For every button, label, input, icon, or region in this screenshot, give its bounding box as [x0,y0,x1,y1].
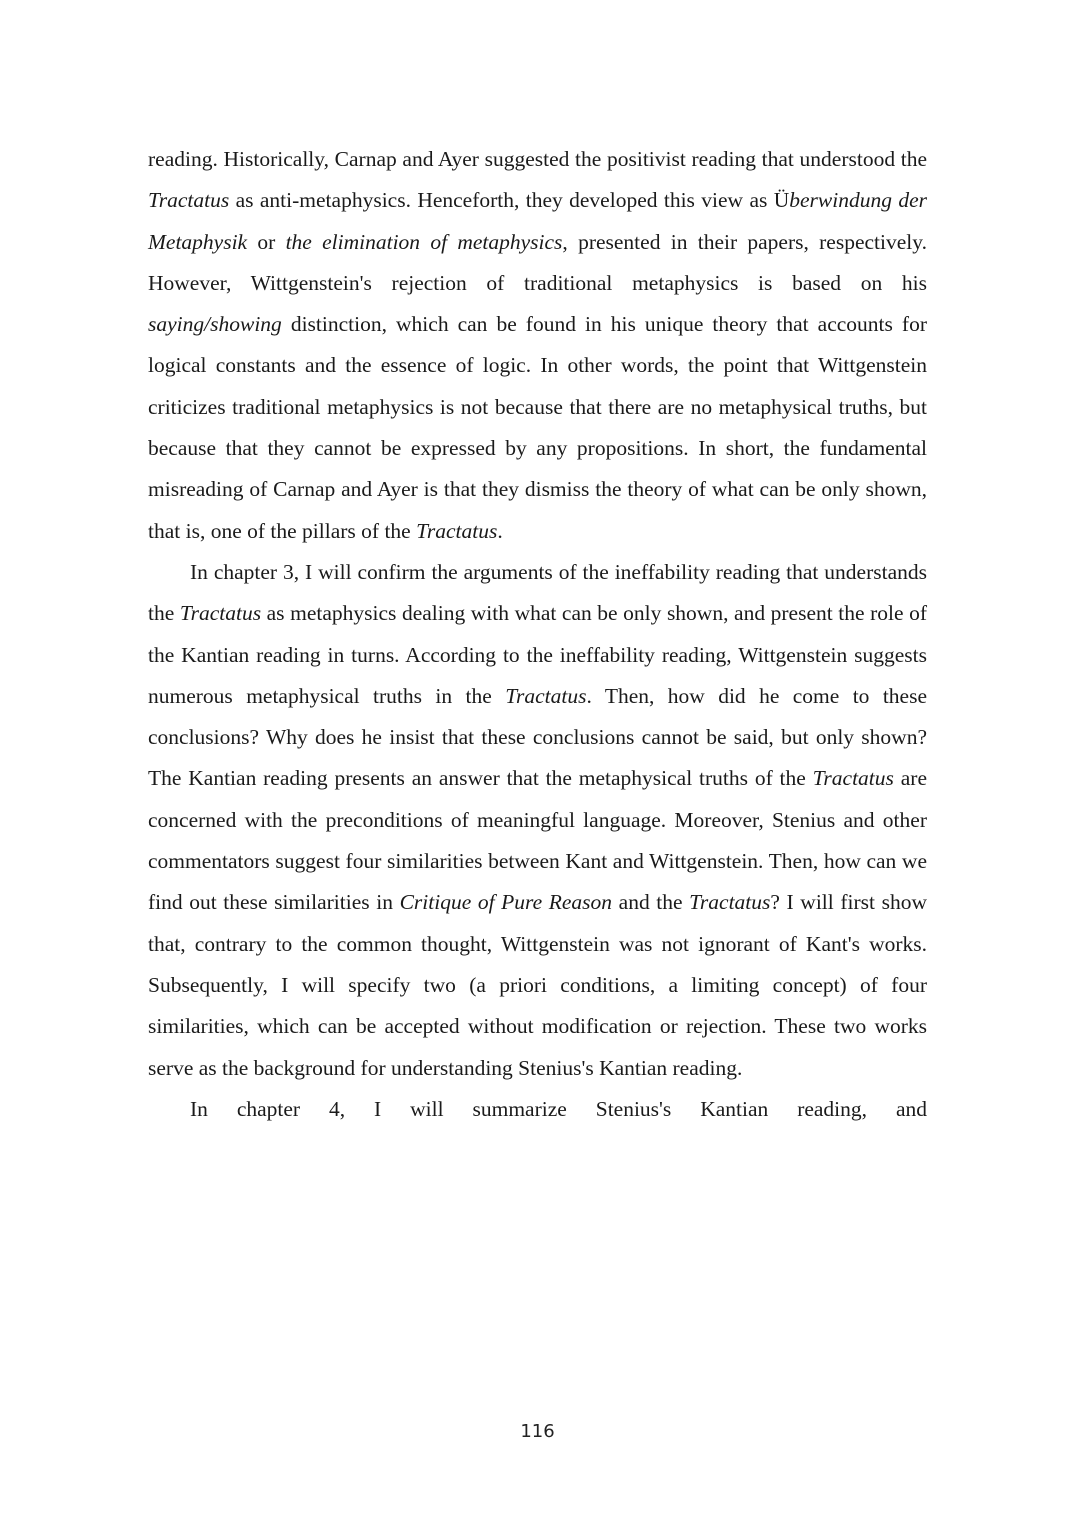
text-run: In chapter 4, I will summarize Stenius's Kantian reading, and [190,1096,927,1121]
text-run: and the [612,890,690,915]
italic-text-run: the elimination of metaphysics [285,229,563,254]
text-run: distinction, which can be found in his unique theory that accounts for logical constants and the essence of logic. In other words, the point that Wittgenstein criticizes traditional metaphysics is not because that there are no metaphysical truths, but because that they cannot be expressed by any propositions. In short, the fundamental misreading of Carnap and Ayer is that they dismiss the theory of what can be only shown, that is, one of the pillars of the [148,312,927,543]
text-run: , presented in their papers, respectively. However, Wittgenstein's rejection of traditional metaphysics is based on his [148,229,927,295]
italic-text-run: Tractatus [689,890,771,915]
italic-text-run: Tractatus [416,518,498,543]
body-text [148,139,927,1130]
italic-text-run: Tractatus [148,188,230,213]
text-run: as anti-metaphysics. Henceforth, they developed this view as Ü [229,188,790,213]
text-run: In chapter 3, I will confirm the arguments of the ineffability reading that understands the [148,559,927,626]
text-run: ? I will first show that, contrary to the common thought, Wittgenstein was not ignorant of Kant's works. Subsequently, I will specify two (a priori conditions, a limiting concept) of four similarities, which can be accepted without modification or rejection. These two works serve as the background for understanding Stenius's Kantian reading. [148,890,927,1080]
paragraph-positivist-reading [148,139,927,552]
italic-text-run: Tractatus [505,683,587,708]
paragraph-chapter-3 [148,552,927,1089]
italic-text-run: saying/showing [148,312,282,337]
text-run: reading. Historically, Carnap and Ayer suggested the positivist reading that understood the [148,147,927,171]
italic-text-run: Tractatus [812,766,894,791]
italic-text-run: Critique of Pure Reason [399,890,613,915]
text-run: . [497,518,503,543]
italic-text-run: Tractatus [179,601,262,626]
paragraph-chapter-4 [148,1089,927,1130]
text-run: or [247,229,286,254]
text-run: as metaphysics dealing with what can be only shown, and present the role of the Kantian reading in turns. According to the ineffability reading, Wittgenstein suggests numerous metaphysical truths in the [148,601,927,708]
italic-text-run: berwindung der Metaphysik [148,188,927,254]
text-run: are concerned with the preconditions of meaningful language. Moreover, Stenius and other commentators suggest four similarities between Kant and Wittgenstein. Then, how can we find out these similarities in [148,766,927,915]
page-number: 116 [520,1421,555,1442]
text-run: . Then, how did he come to these conclusions? Why does he insist that these conclusions cannot be said, but only shown? The Kantian reading presents an answer that the metaphysical truths of the [148,683,928,791]
